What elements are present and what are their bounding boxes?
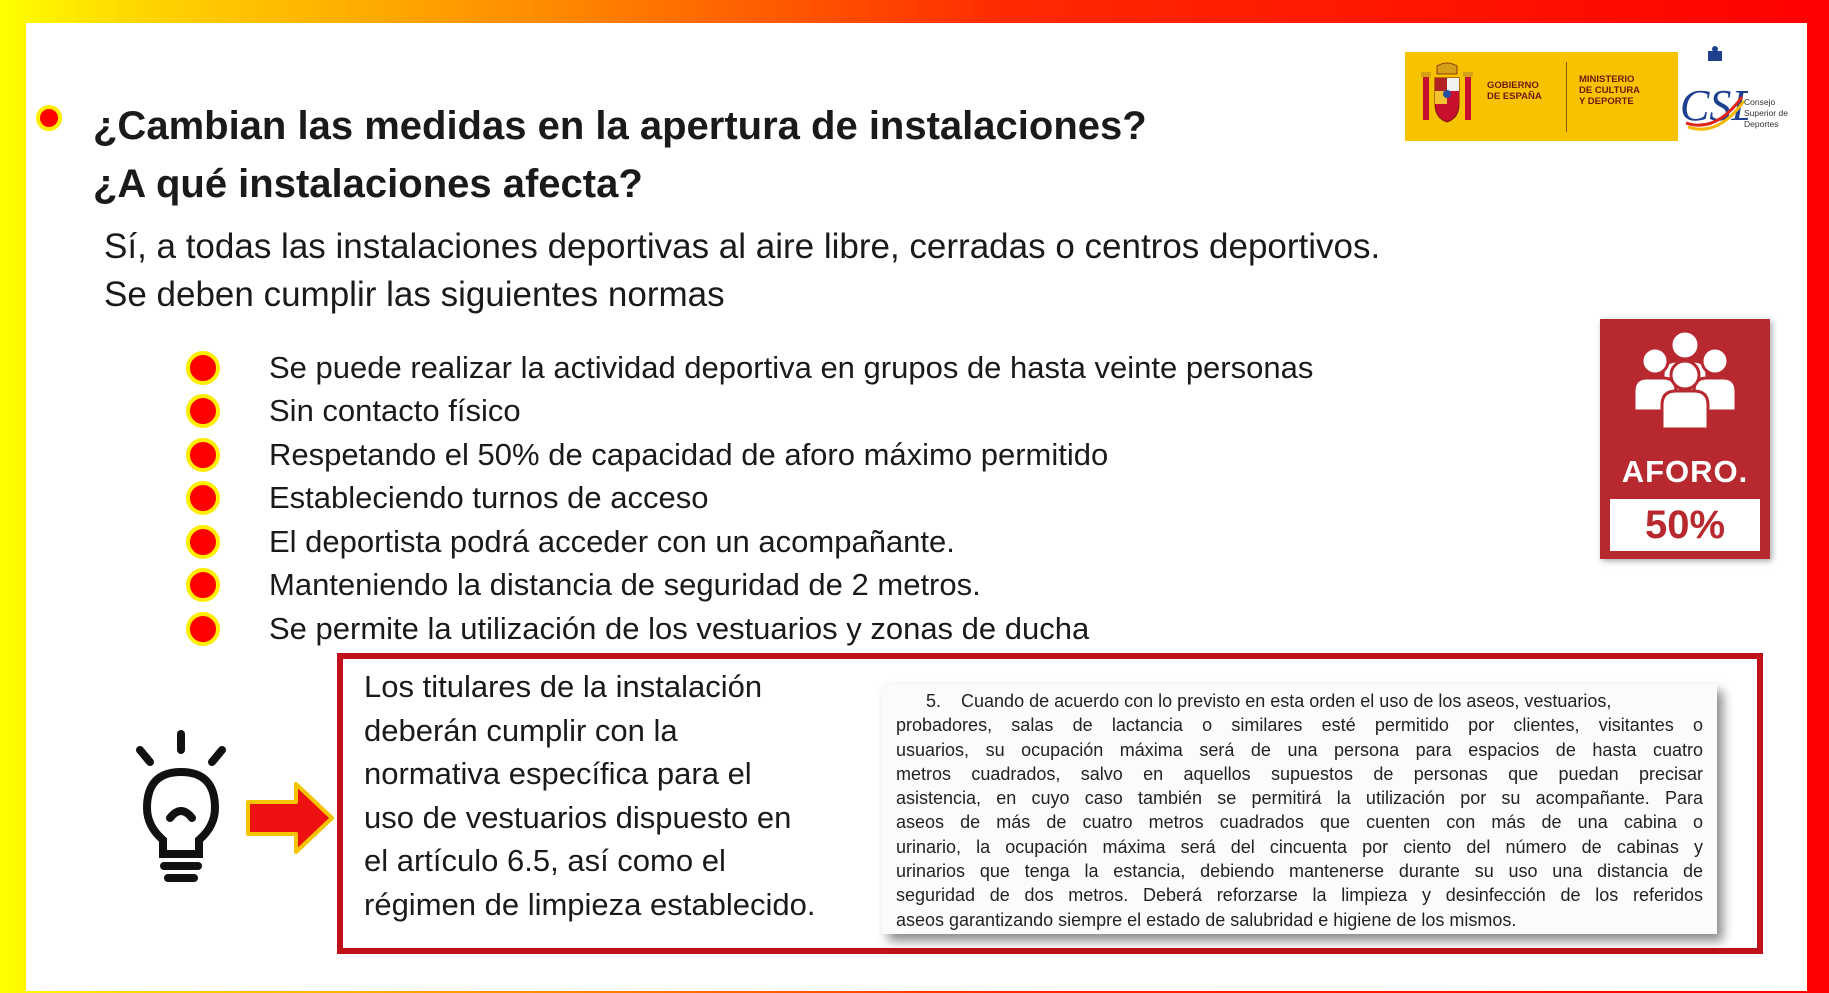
rule-text: Manteniendo la distancia de seguridad de 2 metros. xyxy=(269,567,981,603)
note-line: deberán cumplir con la xyxy=(364,712,678,748)
rule-text: Se permite la utilización de los vestuarios y zonas de ducha xyxy=(269,610,1090,646)
legal-line: probadores, salas de lactancia o similares esté permitido por clientes, visitantes o xyxy=(896,715,1703,736)
title-line-1: ¿Cambian las medidas en la apertura de instalaciones? xyxy=(93,104,1147,148)
csd-letters: CS xyxy=(1680,81,1732,130)
right-arrow-icon xyxy=(244,780,336,856)
ministry-line-2: DE CULTURA xyxy=(1579,85,1641,96)
intro-text xyxy=(104,223,1380,319)
legal-excerpt xyxy=(882,684,1717,934)
rule-text: El deportista podrá acceder con un acompañante. xyxy=(269,523,955,559)
bullet-icon xyxy=(186,481,220,515)
title-line-2: ¿A qué instalaciones afecta? xyxy=(93,162,643,206)
rule-text: Sin contacto físico xyxy=(269,393,521,429)
legal-line: urinario, la ocupación máxima será del cincuenta por ciento del número de cabinas y xyxy=(896,836,1703,857)
rule-item xyxy=(186,520,1313,564)
csd-line-1: Consejo xyxy=(1744,97,1776,107)
legal-line: usuarios, su ocupación máxima será de una persona para espacios de hasta cuatro xyxy=(896,739,1703,760)
lightbulb-icon xyxy=(126,728,236,888)
csd-emblem-icon xyxy=(1678,45,1748,145)
logo-divider xyxy=(1566,62,1567,132)
bullet-icon xyxy=(186,394,220,428)
note-line: Los titulares de la instalación xyxy=(364,669,763,704)
intro-line-2: Se deben cumplir las siguientes normas xyxy=(104,275,725,314)
page-title xyxy=(93,97,1147,213)
gov-line-1: GOBIERNO xyxy=(1487,80,1539,91)
rule-text: Estableciendo turnos de acceso xyxy=(269,480,709,516)
aforo-value: 50% xyxy=(1610,499,1760,551)
rule-item xyxy=(186,433,1313,477)
aforo-sign xyxy=(1600,319,1770,559)
bullet-icon xyxy=(186,568,220,602)
people-group-icon xyxy=(1600,319,1770,449)
note-text xyxy=(364,665,815,926)
bullet-icon xyxy=(186,438,220,472)
rule-text: Respetando el 50% de capacidad de aforo máximo permitido xyxy=(269,436,1109,472)
rule-item xyxy=(186,607,1313,651)
rule-text: Se puede realizar la actividad deportiva en grupos de hasta veinte personas xyxy=(269,349,1314,385)
legal-line: aseos de más de cuatro metros cuadrados que cuenten con más de una cabina o xyxy=(896,812,1703,833)
intro-line-1: Sí, a todas las instalaciones deportivas al aire libre, cerradas o centros deportivos. xyxy=(104,227,1381,266)
note-line: normativa específica para el xyxy=(364,756,752,791)
legal-line: 5. Cuando de acuerdo con lo previsto en esta orden el uso de los aseos, vestuarios, xyxy=(896,691,1612,711)
bullet-icon xyxy=(186,351,220,385)
legal-line: urinarios que tenga la estancia, debiendo mantenerse durante su uso una distancia de xyxy=(896,861,1703,882)
legal-line: seguridad de dos metros. Deberá reforzarse la limpieza y desinfección de los referidos xyxy=(896,885,1703,906)
csd-line-2: Superior de xyxy=(1744,108,1788,118)
bullet-icon xyxy=(186,525,220,559)
legal-line: aseos garantizando siempre el estado de salubridad e higiene de los mismos. xyxy=(896,909,1517,930)
ministry-line-3: Y DEPORTE xyxy=(1579,96,1634,107)
title-bullet-icon xyxy=(36,105,62,131)
bullet-icon xyxy=(186,612,220,646)
csd-label xyxy=(1744,97,1788,130)
rule-item xyxy=(186,346,1313,390)
csd-logo xyxy=(1678,45,1788,145)
aforo-label: AFORO. xyxy=(1621,454,1749,489)
note-frame xyxy=(337,653,1763,954)
gov-line-2: DE ESPAÑA xyxy=(1487,91,1542,102)
legal-line: metros cuadrados, salvo en aquellos supuestos de personas que puedan precisar xyxy=(896,763,1703,784)
rule-item xyxy=(186,390,1313,434)
rules-list xyxy=(186,346,1313,651)
note-line: el artículo 6.5, así como el xyxy=(364,843,726,878)
csd-line-3: Deportes xyxy=(1744,119,1779,129)
note-line: uso de vestuarios dispuesto en xyxy=(364,799,792,835)
ministry-line-1: MINISTERIO xyxy=(1579,74,1635,85)
legal-line: asistencia, en cuyo caso también se permitirá la utilización por su acompañante. Para xyxy=(896,788,1703,809)
gov-label xyxy=(1487,80,1542,102)
slide xyxy=(26,23,1807,991)
rule-item xyxy=(186,477,1313,521)
rule-item xyxy=(186,564,1313,608)
ministry-label xyxy=(1579,74,1640,107)
government-logo xyxy=(1405,52,1678,141)
spanish-coat-of-arms-icon xyxy=(1417,62,1477,132)
note-line: régimen de limpieza establecido. xyxy=(364,886,816,922)
